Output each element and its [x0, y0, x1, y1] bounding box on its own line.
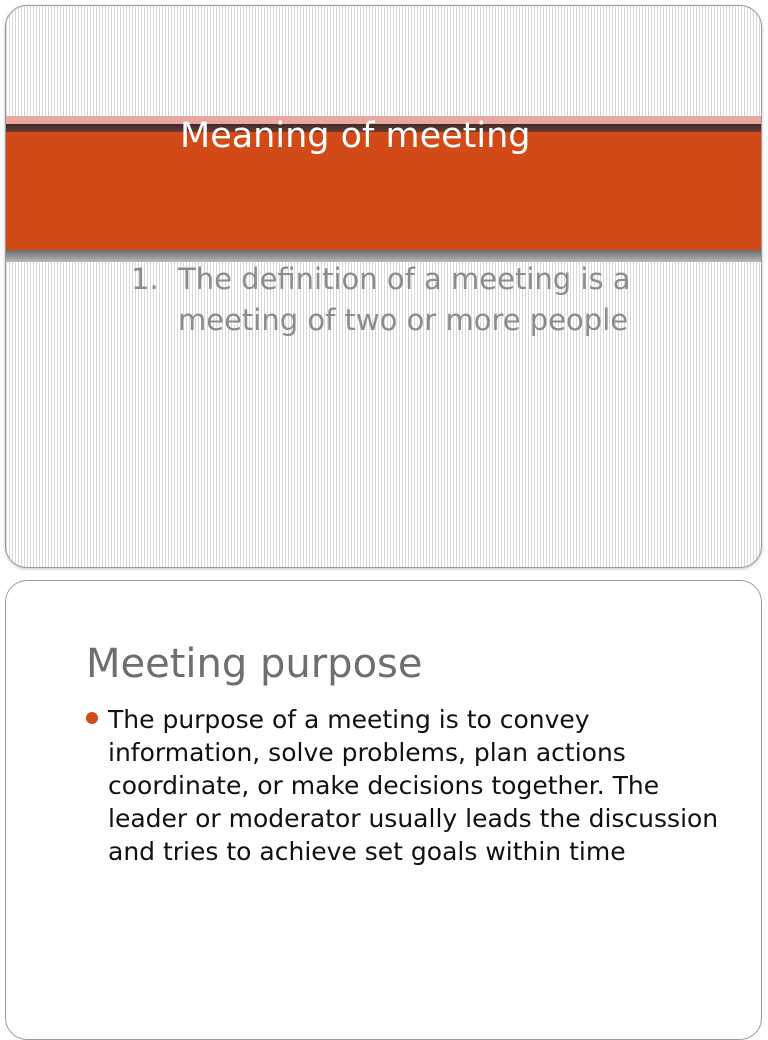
list-item: [86, 703, 736, 868]
list-item-number: 1.: [131, 262, 159, 296]
slide-meaning-of-meeting: [5, 5, 762, 568]
list-item-text: The purpose of a meeting is to convey information, solve problems, plan actions coordinate, or make decisions together. The leader or moderator usually leads the discussion and tries to achieve set goals within time: [108, 705, 719, 866]
definition-list: [131, 259, 721, 341]
slide-title: Meaning of meeting: [180, 116, 531, 156]
slide-meeting-purpose: [5, 580, 762, 1040]
bullet-icon: [86, 712, 98, 724]
list-item: [131, 259, 721, 341]
bullet-list: [86, 703, 736, 868]
list-item-text: The definition of a meeting is a meeting of two or more people: [178, 262, 631, 337]
slide-title: Meeting purpose: [86, 641, 423, 687]
